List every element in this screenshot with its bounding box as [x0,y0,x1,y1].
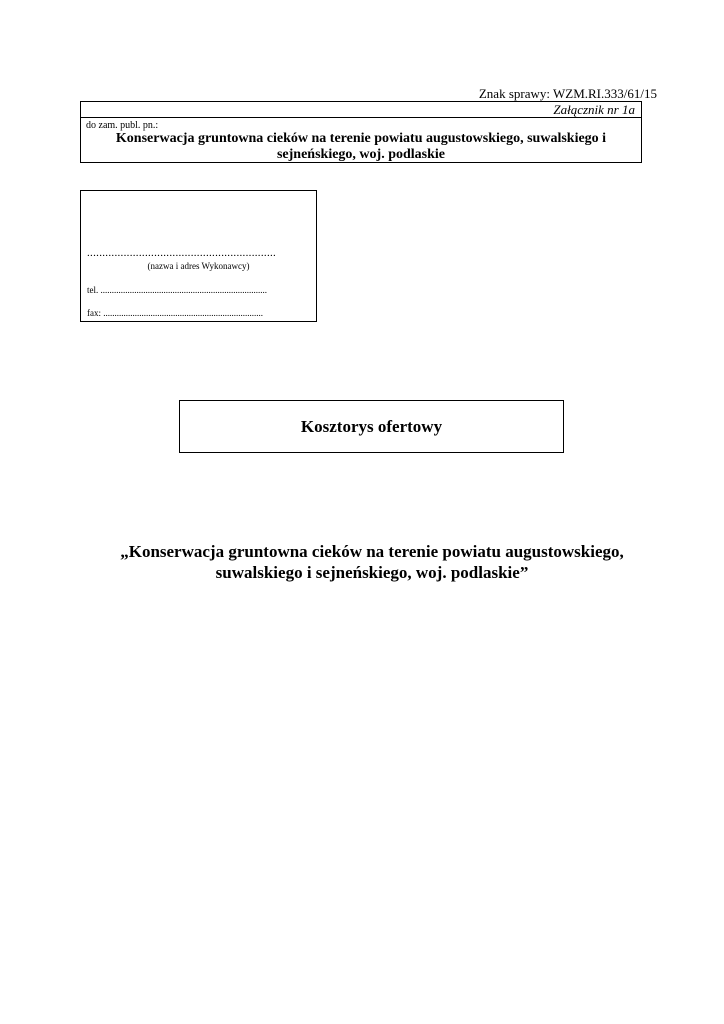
order-title-line-2: sejneńskiego, woj. podlaskie [276,147,446,162]
contractor-name-line: .............................................................. [87,247,277,259]
attachment-label: Załącznik nr 1a [81,102,641,118]
order-title-line-1: Konserwacja gruntowna cieków na terenie powiatu augustowskiego, suwalskiego i [115,131,607,146]
document-subject [100,541,644,583]
order-header-box [80,101,642,163]
document-subject-line-1: „Konserwacja gruntowna cieków na terenie powiatu augustowskiego, [120,542,624,561]
order-title [81,131,641,163]
contractor-fax: fax: ....................................................................... [87,308,263,318]
order-label: do zam. publ. pn.: [86,120,159,131]
contractor-caption: (nazwa i adres Wykonawcy) [147,261,250,271]
contractor-stamp-box [80,190,317,322]
document-title-box [179,400,564,453]
document-title: Kosztorys ofertowy [300,416,443,436]
document-subject-line-2: suwalskiego i sejneńskiego, woj. podlaskie” [215,563,529,582]
contractor-tel: tel. .......................................................................... [87,285,267,295]
case-number: Znak sprawy: WZM.RI.333/61/15 [478,86,657,101]
